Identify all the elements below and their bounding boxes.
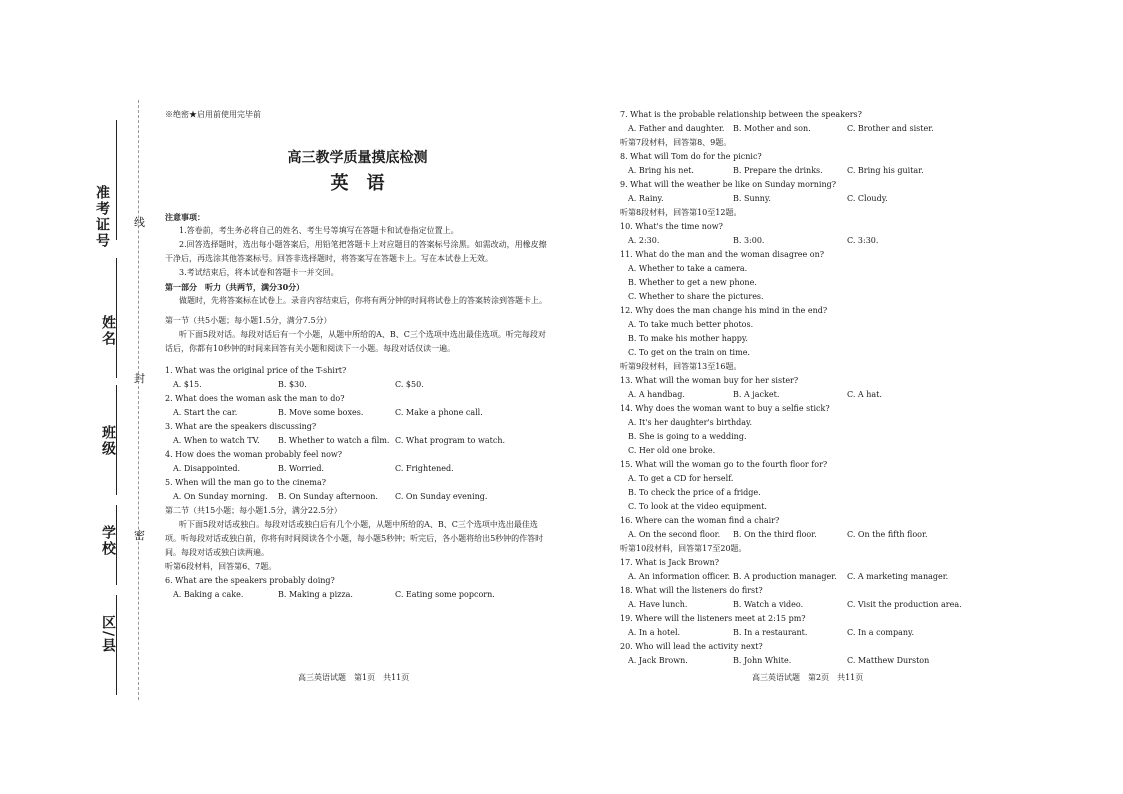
option-a: A. On Sunday morning. bbox=[173, 492, 268, 501]
page-1 bbox=[165, 108, 550, 602]
option-c: C. What program to watch. bbox=[395, 436, 506, 445]
seal-mark-line: 线 bbox=[134, 216, 145, 229]
question-10 bbox=[620, 220, 980, 248]
district-label: 区/县 bbox=[100, 615, 116, 655]
seal-mark-secret: 密 bbox=[134, 529, 145, 542]
option-c: C. Matthew Durston bbox=[847, 656, 930, 665]
page-2 bbox=[620, 108, 980, 668]
section2-heading: 第二节（共15小题；每小题1.5分，满分22.5分） bbox=[165, 506, 342, 515]
question-4 bbox=[165, 448, 550, 476]
note-2: 2.回答选择题时，选出每小题答案后，用铅笔把答题卡上对应题目的答案标号涂黑。如需改动，用橡皮擦干净后，再选涂其他答案标号。回答非选择题时，将答案写在答题卡上。写在本试卷上无效。 bbox=[165, 240, 547, 263]
option-a: A. Baking a cake. bbox=[173, 590, 244, 599]
option-a: A. On the second floor. bbox=[628, 530, 721, 539]
question-text: 19. Where will the listeners meet at 2:15 pm? bbox=[620, 614, 806, 623]
question-15 bbox=[620, 458, 980, 514]
question-text: 12. Why does the man change his mind in the end? bbox=[620, 306, 828, 315]
question-18 bbox=[620, 584, 980, 612]
question-17 bbox=[620, 556, 980, 584]
school-label: 学校 bbox=[100, 525, 116, 557]
option-b: B. Whether to get a new phone. bbox=[628, 278, 757, 287]
question-text: 10. What's the time now? bbox=[620, 222, 723, 231]
option-a: A. $15. bbox=[173, 380, 202, 389]
option-b: B. $30. bbox=[278, 380, 307, 389]
option-c: C. In a company. bbox=[847, 628, 915, 637]
option-b: B. On the third floor. bbox=[733, 530, 817, 539]
option-b: B. Making a pizza. bbox=[278, 590, 353, 599]
option-c: C. Visit the production area. bbox=[847, 600, 962, 609]
secret-note: ※绝密★启用前使用完毕前 bbox=[165, 110, 261, 119]
option-b: B. To check the price of a fridge. bbox=[628, 488, 761, 497]
question-text: 18. What will the listeners do first? bbox=[620, 586, 763, 595]
question-text: 2. What does the woman ask the man to do? bbox=[165, 394, 345, 403]
option-b: B. Sunny. bbox=[733, 194, 771, 203]
option-a: A. In a hotel. bbox=[628, 628, 681, 637]
option-c: C. Brother and sister. bbox=[847, 124, 934, 133]
option-b: B. She is going to a wedding. bbox=[628, 432, 747, 441]
question-text: 4. How does the woman probably feel now? bbox=[165, 450, 343, 459]
option-b: B. In a restaurant. bbox=[733, 628, 808, 637]
class-label: 班级 bbox=[100, 425, 116, 457]
option-b: B. On Sunday afternoon. bbox=[278, 492, 378, 501]
option-a: A. Disappointed. bbox=[173, 464, 241, 473]
option-c: C. On Sunday evening. bbox=[395, 492, 488, 501]
option-c: C. Bring his guitar. bbox=[847, 166, 924, 175]
question-2 bbox=[165, 392, 550, 420]
question-16 bbox=[620, 514, 980, 542]
listen-instruction-6: 听第6段材料，回答第6、7题。 bbox=[165, 562, 277, 571]
option-a: A. It's her daughter's birthday. bbox=[628, 418, 753, 427]
page-1-footer: 高三英语试题 第1页 共11页 bbox=[298, 673, 410, 682]
question-text: 3. What are the speakers discussing? bbox=[165, 422, 317, 431]
question-text: 13. What will the woman buy for her sister? bbox=[620, 376, 799, 385]
part1-intro: 做题时，先将答案标在试卷上。录音内容结束后，你将有两分钟的时间将试卷上的答案转涂到答题卡上。 bbox=[179, 296, 547, 305]
page-2-footer: 高三英语试题 第2页 共11页 bbox=[752, 673, 864, 682]
option-c: C. Make a phone call. bbox=[395, 408, 483, 417]
option-c: C. Her old one broke. bbox=[628, 446, 716, 455]
option-a: A. To get a CD for herself. bbox=[628, 474, 734, 483]
question-text: 7. What is the probable relationship between the speakers? bbox=[620, 110, 862, 119]
question-text: 8. What will Tom do for the picnic? bbox=[620, 152, 762, 161]
question-11 bbox=[620, 248, 980, 304]
option-c: C. On the fifth floor. bbox=[847, 530, 928, 539]
option-b: B. Watch a video. bbox=[733, 600, 804, 609]
section1-heading: 第一节（共5小题；每小题1.5分，满分7.5分） bbox=[165, 316, 332, 325]
option-b: B. John White. bbox=[733, 656, 792, 665]
listen-instruction-10: 听第10段材料，回答第17至20题。 bbox=[620, 544, 747, 553]
district-line bbox=[116, 595, 117, 695]
option-b: B. Prepare the drinks. bbox=[733, 166, 823, 175]
note-3: 3.考试结束后，将本试卷和答题卡一并交回。 bbox=[179, 268, 339, 277]
question-8 bbox=[620, 150, 980, 178]
subject-title: 英 语 bbox=[330, 173, 385, 194]
binding-margin bbox=[0, 0, 150, 794]
question-text: 5. When will the man go to the cinema? bbox=[165, 478, 327, 487]
option-c: C. A hat. bbox=[847, 390, 882, 399]
option-a: A. Start the car. bbox=[173, 408, 238, 417]
question-3 bbox=[165, 420, 550, 448]
question-text: 14. Why does the woman want to buy a selfie stick? bbox=[620, 404, 830, 413]
option-c: C. Frightened. bbox=[395, 464, 454, 473]
question-5 bbox=[165, 476, 550, 504]
question-text: 20. Who will lead the activity next? bbox=[620, 642, 763, 651]
option-c: C. Whether to share the pictures. bbox=[628, 292, 764, 301]
exam-number-label: 准考证号 bbox=[94, 185, 110, 249]
option-b: B. 3:00. bbox=[733, 236, 765, 245]
option-b: B. Move some boxes. bbox=[278, 408, 364, 417]
option-b: B. Worried. bbox=[278, 464, 325, 473]
option-a: A. An information officer. bbox=[628, 572, 731, 581]
school-line bbox=[116, 505, 117, 585]
option-c: C. $50. bbox=[395, 380, 424, 389]
option-b: B. To make his mother happy. bbox=[628, 334, 748, 343]
option-a: A. Bring his net. bbox=[628, 166, 694, 175]
option-c: C. 3:30. bbox=[847, 236, 879, 245]
option-b: B. Mother and son. bbox=[733, 124, 811, 133]
notes-heading: 注意事项： bbox=[165, 212, 205, 222]
class-line bbox=[116, 385, 117, 495]
option-c: C. Cloudy. bbox=[847, 194, 888, 203]
question-6 bbox=[165, 574, 550, 602]
question-9 bbox=[620, 178, 980, 206]
question-19 bbox=[620, 612, 980, 640]
listen-instruction-8: 听第8段材料，回答第10至12题。 bbox=[620, 208, 742, 217]
question-text: 1. What was the original price of the T-shirt? bbox=[165, 366, 347, 375]
question-text: 6. What are the speakers probably doing? bbox=[165, 576, 335, 585]
option-b: B. A jacket. bbox=[733, 390, 780, 399]
question-12 bbox=[620, 304, 980, 360]
exam-number-line bbox=[116, 120, 117, 240]
section1-intro: 听下面5段对话。每段对话后有一个小题，从题中所给的A、B、C三个选项中选出最佳选项。听完每段对话后，你都有10秒钟的时间来回答有关小题和阅读下一小题。每段对话仅读一遍。 bbox=[165, 330, 546, 353]
question-text: 15. What will the woman go to the fourth floor for? bbox=[620, 460, 828, 469]
question-text: 11. What do the man and the woman disagree on? bbox=[620, 250, 825, 259]
name-line bbox=[116, 258, 117, 378]
option-a: A. To take much better photos. bbox=[628, 320, 754, 329]
section2-intro: 听下面5段对话或独白。每段对话或独白后有几个小题，从题中所给的A、B、C三个选项中选出最佳选项。听每段对话或独白前，你将有时间阅读各个小题，每小题5秒钟；听完后，各小题将给出5秒钟的作答时间。每段对话或独白读两遍。 bbox=[165, 520, 544, 557]
question-7 bbox=[620, 108, 980, 136]
option-b: B. A production manager. bbox=[733, 572, 837, 581]
question-13 bbox=[620, 374, 980, 402]
option-a: A. Whether to take a camera. bbox=[628, 264, 748, 273]
option-c: C. To look at the video equipment. bbox=[628, 502, 767, 511]
option-a: A. Jack Brown. bbox=[628, 656, 688, 665]
option-a: A. Rainy. bbox=[628, 194, 664, 203]
exam-title: 高三教学质量摸底检测 bbox=[287, 150, 428, 166]
option-c: C. A marketing manager. bbox=[847, 572, 949, 581]
question-14 bbox=[620, 402, 980, 458]
option-a: A. 2:30. bbox=[628, 236, 660, 245]
option-c: C. To get on the train on time. bbox=[628, 348, 750, 357]
question-text: 16. Where can the woman find a chair? bbox=[620, 516, 780, 525]
seal-mark-seal: 封 bbox=[134, 372, 145, 385]
option-a: A. A handbag. bbox=[628, 390, 685, 399]
question-text: 17. What is Jack Brown? bbox=[620, 558, 720, 567]
question-20 bbox=[620, 640, 980, 668]
option-a: A. Father and daughter. bbox=[628, 124, 725, 133]
name-label: 姓名 bbox=[100, 315, 116, 347]
option-a: A. When to watch TV. bbox=[173, 436, 260, 445]
note-1: 1.答卷前，考生务必将自己的姓名、考生号等填写在答题卡和试卷指定位置上。 bbox=[179, 226, 459, 235]
seal-dashed-line bbox=[138, 100, 139, 700]
question-1 bbox=[165, 364, 550, 392]
listen-instruction-7: 听第7段材料，回答第8、9题。 bbox=[620, 138, 732, 147]
option-c: C. Eating some popcorn. bbox=[395, 590, 495, 599]
listen-instruction-9: 听第9段材料，回答第13至16题。 bbox=[620, 362, 742, 371]
option-b: B. Whether to watch a film. bbox=[278, 436, 390, 445]
option-a: A. Have lunch. bbox=[628, 600, 688, 609]
part1-heading: 第一部分 听力（共两节，满分30分） bbox=[165, 282, 305, 292]
question-text: 9. What will the weather be like on Sunday morning? bbox=[620, 180, 836, 189]
